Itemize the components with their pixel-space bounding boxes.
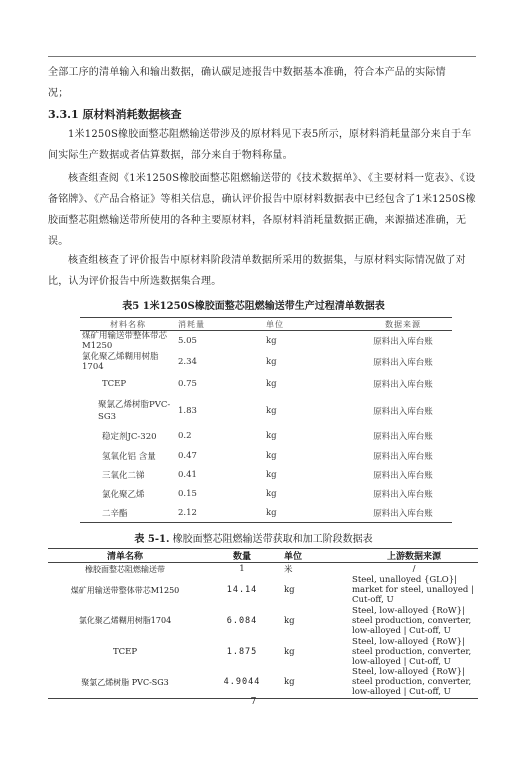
table2-cell-source: Steel, low-alloyed {RoW}| steel production, converter, low-alloyed | Cut-off, U	[352, 605, 472, 636]
table2-header-unit: 单位	[282, 549, 350, 563]
table1-cell-unit: kg	[266, 357, 277, 367]
table1-cell-value: 2.34	[178, 357, 197, 367]
table1-cell-value: 5.05	[178, 336, 197, 347]
table1-cell-unit: kg	[266, 405, 277, 416]
table1-cell-unit: kg	[266, 379, 277, 389]
table1-cell-source: 原料出入库台账	[373, 431, 433, 442]
table1-cell-source: 原料出入库台账	[373, 406, 433, 417]
table1-cell-source: 原料出入库台账	[373, 490, 433, 500]
table1-cell-source: 原料出入库台账	[354, 504, 452, 523]
paragraph-3: 核查组核查了评价报告中原材料阶段清单数据所采用的数据集，与原材料实际情况做了对比，认为评价报告中所选数据集合理。	[48, 255, 466, 287]
table2-cell-source: Steel, unalloyed {GLO}| market for steel, unalloyed | Cut-off, U	[352, 575, 474, 605]
table2-caption	[0, 530, 507, 545]
table2-cell-name: 聚氯乙烯树脂 PVC-SG3	[48, 667, 202, 698]
table2-cell-name: 煤矿用输送带整体带芯M1250	[70, 585, 180, 595]
paragraph-1: 1米1250S橡胶面整芯阻燃输送带涉及的原材料见下表5所示，原材料消耗量部分来自于车间实际生产数据或者估算数据，部分来自于物料称量。	[48, 129, 472, 161]
table2-cell-qty: 14.14	[226, 585, 258, 595]
table1-cell-name: 氯化聚乙烯	[102, 490, 145, 500]
table1-caption: 表5 1米1250S橡胶面整芯阻燃输送带生产过程清单数据表	[122, 301, 385, 312]
table1-cell-name: 氢氧化铝 含量	[102, 451, 156, 462]
table2-cell-qty: 1.875	[226, 646, 258, 657]
table1-cell-value: 0.75	[178, 379, 197, 389]
table2	[48, 548, 478, 699]
table2-header-qty: 数量	[202, 549, 282, 563]
table1-cell-value: 0.47	[178, 450, 197, 461]
table1-cell-unit: kg	[266, 470, 277, 480]
table1-cell-value: 0.2	[178, 430, 192, 441]
table2-cell-unit: 米	[284, 565, 293, 575]
table2-header-name: 清单名称	[48, 549, 202, 563]
page-number: 7	[250, 697, 257, 707]
table1-header-source: 数据来源	[354, 318, 452, 331]
table1-cell-name: 稳定剂JC-320	[102, 431, 157, 442]
table2-cell-source: Steel, low-alloyed {RoW}| steel production, converter, low-alloyed | Cut-off, U	[350, 667, 478, 698]
table1-header-unit: 单位	[264, 318, 354, 331]
table1-cell-unit: kg	[264, 504, 354, 523]
table1-cell-name: 氯化聚乙烯糊用树脂1704	[82, 352, 159, 372]
table1-cell-value: 1.83	[178, 405, 197, 416]
table1-cell-unit: kg	[266, 450, 277, 461]
table2-cell-unit: kg	[284, 585, 295, 595]
table2-cell-unit: kg	[282, 667, 350, 698]
header-rule	[48, 56, 476, 57]
table1-cell-source: 原料出入库台账	[373, 471, 433, 481]
table2-cell-source: /	[412, 564, 416, 574]
paragraph-2: 核查组查阅《1米1250S橡胶面整芯阻燃输送带的《技术数据单》、《主要材料一览表》、《设备铭牌》、《产品合格证》等相关信息，确认评价报告中原材料数据表中已经包含了1米1250S橡胶面整芯阻燃输送带所使用的各种主要原材料，各原材料消耗量数据正确，来源描述准确，无误。	[48, 173, 476, 247]
table1-cell-name: 煤矿用输送带整体带芯M1250	[82, 331, 168, 352]
table2-header-source: 上游数据来源	[350, 549, 478, 563]
table1-cell-name: 二辛酯	[80, 504, 176, 523]
intro-line-1: 全部工序的清单输入和输出数据，确认碳足迹报告中数据基本准确，符合本产品的实际情	[48, 67, 446, 78]
section-heading: 3.3.1 原材料消耗数据核查	[48, 108, 182, 121]
table1-cell-unit: kg	[266, 336, 277, 347]
table1-cell-value: 0.41	[178, 470, 197, 480]
table2-cell-name: 氯化聚乙烯糊用树脂1704	[78, 616, 172, 625]
table2-cell-unit: kg	[284, 615, 295, 626]
table1-cell-name: 聚氯乙烯树脂PVC-SG3	[98, 399, 171, 422]
table1-cell-name: 三氧化二锑	[102, 471, 145, 481]
table2-cell-qty: 4.9044	[202, 667, 282, 698]
table2-cell-name: TCEP	[112, 646, 138, 657]
table1-cell-name: TCEP	[102, 379, 127, 389]
table1-cell-value: 2.12	[176, 504, 264, 523]
table2-cell-unit: kg	[284, 646, 295, 657]
table1-cell-value: 0.15	[178, 489, 197, 499]
table1-cell-source: 原料出入库台账	[373, 380, 433, 390]
table2-cell-source: Steel, low-alloyed {RoW}| steel production, converter, low-alloyed | Cut-off, U	[352, 636, 472, 667]
table2-caption-prefix: 表 5-1.	[134, 534, 170, 545]
table2-cell-qty: 6.084	[226, 615, 258, 626]
table1-header-name: 材料名称	[80, 318, 176, 331]
table1-cell-source: 原料出入库台账	[373, 358, 433, 368]
table2-cell-qty: 1	[239, 564, 245, 574]
table2-cell-name: 橡胶面整芯阻燃输送带	[85, 564, 165, 574]
table1-header-value: 消耗量	[176, 318, 264, 331]
intro-line-2: 况；	[48, 88, 69, 99]
table1-cell-source: 原料出入库台账	[373, 337, 433, 348]
intro-paragraph	[48, 62, 478, 104]
table1	[80, 317, 452, 523]
table1-cell-source: 原料出入库台账	[373, 451, 433, 462]
table1-cell-unit: kg	[266, 430, 277, 441]
table2-caption-text: 橡胶面整芯阻燃输送带获取和加工阶段数据表	[172, 534, 373, 545]
table1-cell-unit: kg	[266, 489, 277, 499]
